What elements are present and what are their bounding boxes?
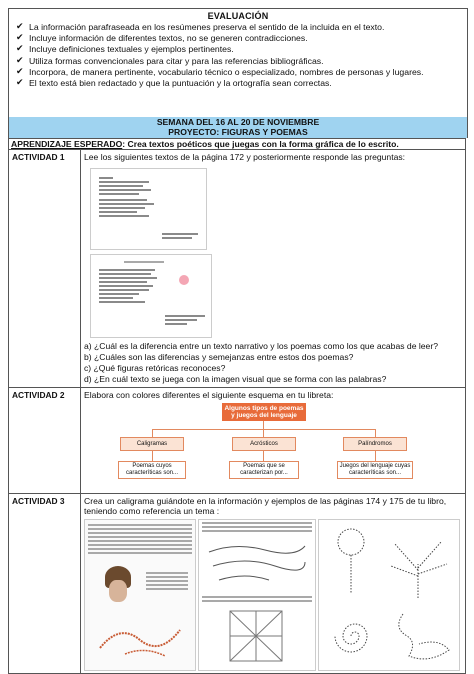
project-banner: PROYECTO: FIGURAS Y POEMAS — [8, 127, 468, 138]
calligram-examples — [84, 519, 462, 669]
activity-3-label: ACTIVIDAD 3 — [9, 494, 81, 674]
evaluation-item: ✔ Incorpora, de manera pertinente, vocabulario técnico o especializado, nombres de personas y lugares. — [16, 65, 424, 77]
checkmark-icon: ✔ — [16, 77, 24, 88]
activity-3-intro-line-1: Crea un caligrama guiándote en la información y ejemplos de las páginas 174 y 175 de tu libro, — [84, 496, 447, 506]
diagram-root: Algunos tipos de poemas y juegos del lenguaje — [222, 403, 306, 421]
question-b: b) ¿Cuáles son las diferencias y semejanzas entre estos dos poemas? — [84, 352, 354, 362]
evaluation-box — [8, 8, 468, 119]
question-d: d) ¿En cuál texto se juega con la imagen visual que se forma con las palabras? — [84, 374, 387, 384]
activity-2-row — [9, 388, 466, 494]
checkmark-icon: ✔ — [16, 21, 24, 31]
textbook-page-image — [84, 519, 196, 671]
diagram-leaf-3: Juegos del lenguaje cuyas caracteríticas son... — [337, 461, 413, 479]
activity-3-row — [9, 494, 466, 674]
evaluation-item: ✔ Utiliza formas convencionales para citar y para las referencias bibliográficas. — [16, 54, 324, 66]
week-banner: SEMANA DEL 16 AL 20 DE NOVIEMBRE — [8, 117, 468, 127]
evaluation-item: ✔ La información parafraseada en los resúmenes preserva el sentido de la incluida en el texto. — [16, 21, 385, 32]
activity-3-content — [81, 494, 466, 674]
concept-diagram — [114, 403, 414, 491]
activity-1-questions — [84, 341, 462, 385]
hand-written-calligram-icon — [205, 536, 309, 590]
swirl-calligram-icon — [327, 606, 383, 664]
evaluation-item: ✔ El texto está bien redactado y que la puntuación y la ortografía sean correctas. — [16, 77, 332, 89]
flower-calligram-icon — [331, 526, 371, 596]
diagram-node-acrosticos: Acrósticos — [232, 437, 296, 451]
square-calligram-icon — [227, 608, 285, 664]
evaluation-title: EVALUACIÓN — [207, 11, 269, 21]
diagram-node-palindromos: Palíndromos — [343, 437, 407, 451]
checkmark-icon: ✔ — [16, 32, 24, 43]
checkmark-icon: ✔ — [16, 43, 24, 54]
activity-1-content — [81, 150, 466, 388]
evaluation-list — [9, 22, 467, 89]
evaluation-item: ✔ Incluye definiciones textuales y ejemplos pertinentes. — [16, 43, 234, 55]
activity-3-intro-line-2: teniendo como referencia un tema : — [84, 506, 220, 516]
checkmark-icon: ✔ — [16, 65, 24, 76]
calligram-drawings-image — [318, 519, 460, 671]
activity-2-content — [81, 388, 466, 494]
calligram-page-image — [198, 519, 316, 671]
question-c: c) ¿Qué figuras retóricas reconoces? — [84, 363, 226, 373]
checkmark-icon: ✔ — [16, 54, 24, 65]
activity-1-row — [9, 150, 466, 388]
activity-1-label: ACTIVIDAD 1 — [9, 150, 81, 388]
evaluation-item: ✔ Incluye información de diferentes textos, no se generen contradicciones. — [16, 32, 308, 44]
diagram-leaf-1: Poemas cuyos caracteríticas son... — [118, 461, 186, 479]
activities-table — [8, 149, 466, 674]
diagram-leaf-2: Poemas que se caracterizan por... — [229, 461, 299, 479]
activity-1-intro: Lee los siguientes textos de la página 172 y posteriormente responde las preguntas: — [84, 152, 406, 162]
poem-image-1 — [90, 168, 207, 250]
question-a: a) ¿Cuál es la diferencia entre un texto narrativo y los poemas como los que acabas de leer? — [84, 341, 438, 351]
diagram-node-caligramas: Caligramas — [120, 437, 184, 451]
poem-image-2 — [90, 254, 212, 338]
activity-2-intro: Elabora con colores diferentes el siguiente esquema en tu libreta: — [84, 390, 334, 400]
swan-calligram-icon — [389, 608, 455, 664]
tree-calligram-icon — [383, 530, 453, 600]
activity-2-label: ACTIVIDAD 2 — [9, 388, 81, 494]
learning-goal: APRENDIZAJE ESPERADO: Crea textos poéticos que juegas con la forma gráfica de lo escrito. — [8, 138, 466, 150]
bird-calligram-icon — [95, 618, 185, 662]
